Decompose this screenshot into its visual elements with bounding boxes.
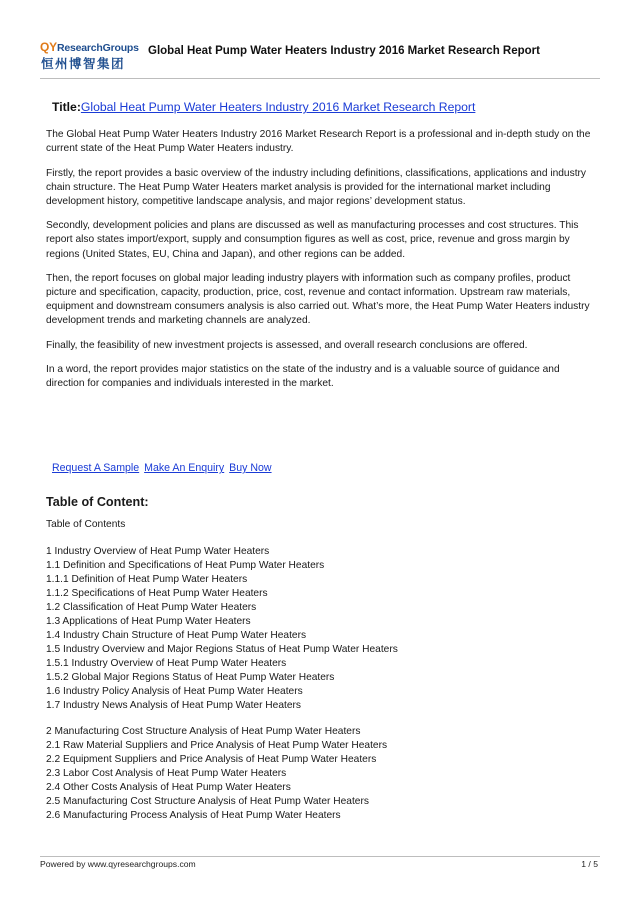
report-paragraph: Finally, the feasibility of new investment projects is assessed, and overall research conclusions are offered. <box>46 339 528 351</box>
toc-item: 2.1 Raw Material Suppliers and Price Analysis of Heat Pump Water Heaters <box>46 739 388 751</box>
action-links <box>52 461 594 475</box>
toc-item: 2.6 Manufacturing Process Analysis of Heat Pump Water Heaters <box>46 809 341 821</box>
toc-subheading: Table of Contents <box>46 518 126 530</box>
toc-item: 1.5.2 Global Major Regions Status of Heat Pump Water Heaters <box>46 671 335 683</box>
footer-divider <box>40 856 600 857</box>
company-logo <box>40 40 140 72</box>
toc-item: 1.2 Classification of Heat Pump Water Heaters <box>46 601 257 613</box>
toc-item: 2.3 Labor Cost Analysis of Heat Pump Water Heaters <box>46 767 287 779</box>
toc-item: 1.7 Industry News Analysis of Heat Pump Water Heaters <box>46 699 301 711</box>
page-content <box>46 100 594 835</box>
report-description <box>46 128 594 391</box>
logo-brand-rest: ResearchGroups <box>56 42 139 54</box>
toc-section <box>46 725 594 823</box>
toc-section <box>46 545 594 713</box>
report-paragraph: Then, the report focuses on global major leading industry players with information such as company profiles, product picture and specification, capacity, production, price, cost, revenue and contact information. Upstream raw materials, equipment and downstream consumers analysis is also carried out. What’s more, the Heat Pump Water Heaters industry development trends and marketing channels are analyzed. <box>46 272 590 327</box>
toc-item: 2.2 Equipment Suppliers and Price Analysis of Heat Pump Water Heaters <box>46 753 377 765</box>
make-enquiry-link[interactable]: Make An Enquiry <box>144 462 225 475</box>
page-indicator: 1 / 5 <box>581 859 598 869</box>
logo-brand-prefix: QY <box>40 40 57 54</box>
footer-powered-by: Powered by www.qyresearchgroups.com <box>40 859 196 869</box>
logo-chinese-name: 恒州博智集团 <box>41 56 126 71</box>
toc-item: 1.4 Industry Chain Structure of Heat Pump Water Heaters <box>46 629 307 641</box>
page-header <box>40 40 600 72</box>
toc-list <box>46 545 594 823</box>
toc-item: 2 Manufacturing Cost Structure Analysis of Heat Pump Water Heaters <box>46 725 361 737</box>
report-paragraph: Firstly, the report provides a basic overview of the industry including definitions, classifications, applications and industry chain structure. The Heat Pump Water Heaters market analysis is provided for the international market including development history, competitive landscape analysis, and major regions’ development status. <box>46 167 587 208</box>
toc-item: 1.1.2 Specifications of Heat Pump Water Heaters <box>46 587 268 599</box>
toc-item: 1 Industry Overview of Heat Pump Water Heaters <box>46 545 270 557</box>
header-title: Global Heat Pump Water Heaters Industry 2016 Market Research Report <box>148 45 540 57</box>
toc-item: 1.5 Industry Overview and Major Regions Status of Heat Pump Water Heaters <box>46 643 398 655</box>
toc-item: 2.5 Manufacturing Cost Structure Analysis of Heat Pump Water Heaters <box>46 795 369 807</box>
request-sample-link[interactable]: Request A Sample <box>52 462 140 475</box>
toc-item: 1.1.1 Definition of Heat Pump Water Heaters <box>46 573 248 585</box>
report-paragraph: In a word, the report provides major statistics on the state of the industry and is a valuable source of guidance and direction for companies and individuals interested in the market. <box>46 363 560 390</box>
logo-wordmark <box>40 40 139 54</box>
title-label: Title: <box>52 100 81 114</box>
toc-item: 1.6 Industry Policy Analysis of Heat Pump Water Heaters <box>46 685 303 697</box>
toc-item: 1.5.1 Industry Overview of Heat Pump Water Heaters <box>46 657 287 669</box>
toc-item: 1.3 Applications of Heat Pump Water Heaters <box>46 615 251 627</box>
report-paragraph: Secondly, development policies and plans are discussed as well as manufacturing processes and cost structures. This report also states import/export, supply and consumption figures as well as cost, price, revenue and gross margin by regions (United States, EU, China and Japan), and other regions can be added. <box>46 220 579 260</box>
report-title-line <box>52 100 594 114</box>
report-title-link[interactable]: Global Heat Pump Water Heaters Industry 2016 Market Research Report <box>80 100 476 114</box>
buy-now-link[interactable]: Buy Now <box>229 462 272 475</box>
toc-item: 2.4 Other Costs Analysis of Heat Pump Water Heaters <box>46 781 291 793</box>
header-divider <box>40 78 600 79</box>
toc-item: 1.1 Definition and Specifications of Heat Pump Water Heaters <box>46 559 325 571</box>
toc-heading: Table of Content: <box>46 495 149 510</box>
report-paragraph: The Global Heat Pump Water Heaters Industry 2016 Market Research Report is a professional and in-depth study on the current state of the Heat Pump Water Heaters industry. <box>46 129 591 155</box>
